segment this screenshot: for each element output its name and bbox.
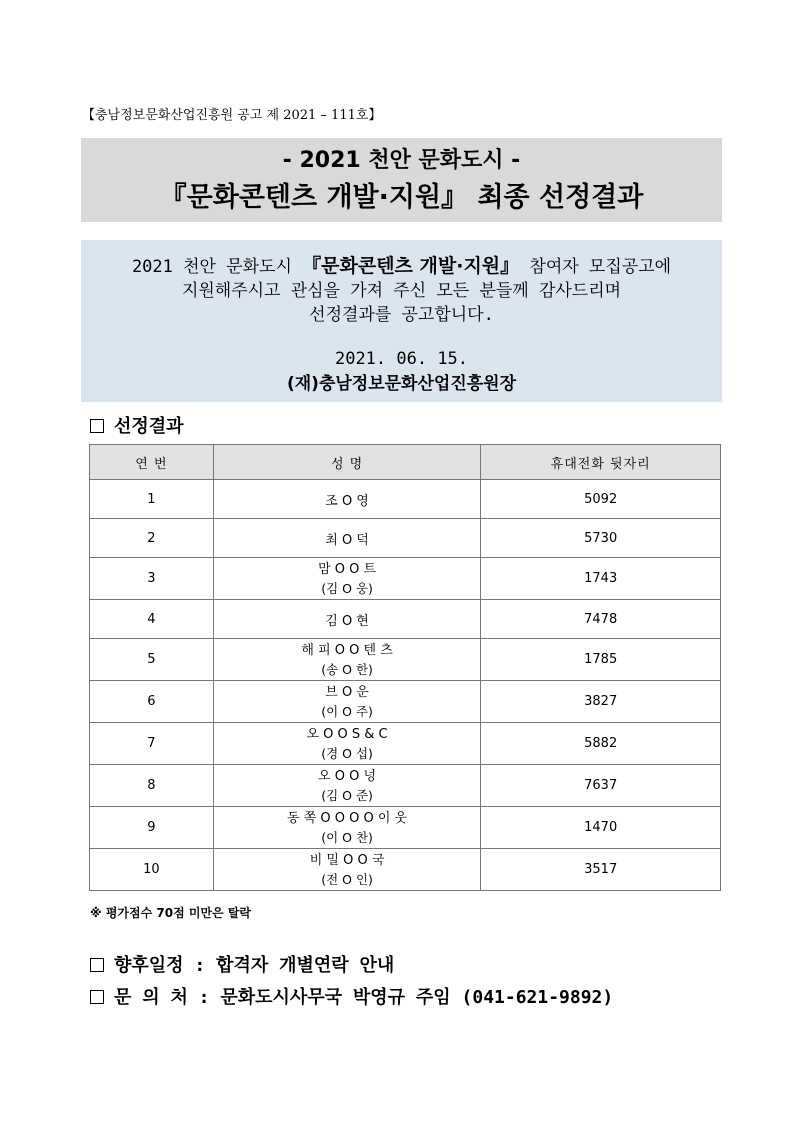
contact-text: 문 의 처 : 문화도시사무국 박영규 주임 (041-621-9892) (114, 987, 614, 1008)
cell-name (213, 600, 481, 639)
cell-name (213, 807, 481, 849)
cell-name (213, 723, 481, 765)
intro-org: (재)충남정보문화산업진흥원장 (286, 374, 517, 394)
cell-name (213, 765, 481, 807)
cell-name-sub: (송 O 한) (321, 661, 373, 677)
cell-phone: 7637 (481, 765, 721, 807)
cell-no: 8 (90, 765, 214, 807)
cell-no: 3 (90, 558, 214, 600)
cell-name (213, 639, 481, 681)
contact-line (90, 983, 613, 1009)
cell-no: 2 (90, 519, 214, 558)
cell-name-sub: (이 O 주) (321, 703, 373, 719)
table-row (90, 639, 721, 681)
schedule-text: 향후일정 : 합격자 개별연락 안내 (114, 955, 395, 976)
cell-name-sub: (경 O 섭) (321, 745, 373, 761)
empty-square-icon (90, 958, 104, 972)
section-results-label: 선정결과 (114, 416, 184, 437)
cell-no: 7 (90, 723, 214, 765)
table-row (90, 480, 721, 519)
notice-number: 【충남정보문화산업진흥원 공고 제 2021 – 111호】 (82, 108, 382, 123)
empty-square-icon (90, 990, 104, 1004)
cell-name-main: 최 O 덕 (325, 532, 369, 548)
cell-name-main: 오 O O S & C (306, 726, 388, 742)
cell-name (213, 849, 481, 891)
results-table (89, 444, 721, 891)
empty-square-icon (90, 419, 104, 433)
cell-name (213, 681, 481, 723)
cell-name-main: 김 O 현 (325, 613, 369, 629)
table-row (90, 723, 721, 765)
title-box (81, 138, 722, 222)
cell-name-main: 맘 O O 트 (318, 561, 377, 577)
table-row (90, 681, 721, 723)
cell-phone: 5882 (481, 723, 721, 765)
cell-name-main: 해 피 O O 텐 츠 (301, 642, 393, 658)
cell-name-sub: (전 O 인) (321, 871, 373, 887)
cell-phone: 1743 (481, 558, 721, 600)
cell-no: 6 (90, 681, 214, 723)
table-body (90, 480, 721, 891)
cell-name-sub: (이 O 찬) (321, 829, 373, 845)
header-phone: 휴대전화 뒷자리 (481, 445, 721, 480)
table-row (90, 849, 721, 891)
intro-line1 (81, 254, 722, 279)
title-line2: 『문화콘텐츠 개발·지원』 최종 선정결과 (159, 182, 644, 213)
cell-name-main: 브 O 운 (325, 684, 369, 700)
table-row (90, 519, 721, 558)
intro-line3: 선정결과를 공고합니다. (309, 305, 494, 325)
table-row (90, 807, 721, 849)
intro-date: 2021. 06. 15. (334, 349, 469, 369)
cell-name-main: 동 쪽 O O O O 이 웃 (287, 810, 408, 826)
table-header-row (90, 445, 721, 480)
cell-no: 10 (90, 849, 214, 891)
schedule-line (90, 951, 394, 977)
cell-no: 4 (90, 600, 214, 639)
cell-name (213, 519, 481, 558)
cell-no: 5 (90, 639, 214, 681)
cell-phone: 1470 (481, 807, 721, 849)
cell-name-sub: (김 O 준) (321, 787, 373, 803)
intro-line1-post: 참여자 모집공고에 (529, 257, 672, 277)
table-row (90, 558, 721, 600)
cell-phone: 1785 (481, 639, 721, 681)
cell-name-main: 비 밀 O O 국 (309, 852, 385, 868)
cell-phone: 7478 (481, 600, 721, 639)
cell-no: 1 (90, 480, 214, 519)
cell-phone: 5092 (481, 480, 721, 519)
cell-name-main: 조 O 영 (325, 493, 369, 509)
header-name: 성 명 (213, 445, 481, 480)
cell-no: 9 (90, 807, 214, 849)
table-row (90, 765, 721, 807)
footnote: ※ 평가점수 70점 미만은 탈락 (90, 906, 251, 920)
cell-name (213, 558, 481, 600)
section-results-heading (90, 412, 184, 438)
cell-name-sub: (김 O 웅) (321, 580, 373, 596)
intro-line1-pre: 2021 천안 문화도시 (131, 257, 292, 277)
cell-name (213, 480, 481, 519)
intro-box (81, 240, 722, 402)
table-row (90, 600, 721, 639)
title-line1: - 2021 천안 문화도시 - (282, 148, 521, 173)
cell-phone: 3827 (481, 681, 721, 723)
intro-line1-bold: 『문화콘텐츠 개발·지원』 (302, 255, 520, 277)
cell-name-main: 오 O O 넝 (318, 768, 377, 784)
header-no: 연 번 (90, 445, 214, 480)
cell-phone: 5730 (481, 519, 721, 558)
cell-phone: 3517 (481, 849, 721, 891)
intro-line2: 지원해주시고 관심을 가져 주신 모든 분들께 감사드리며 (181, 281, 622, 301)
